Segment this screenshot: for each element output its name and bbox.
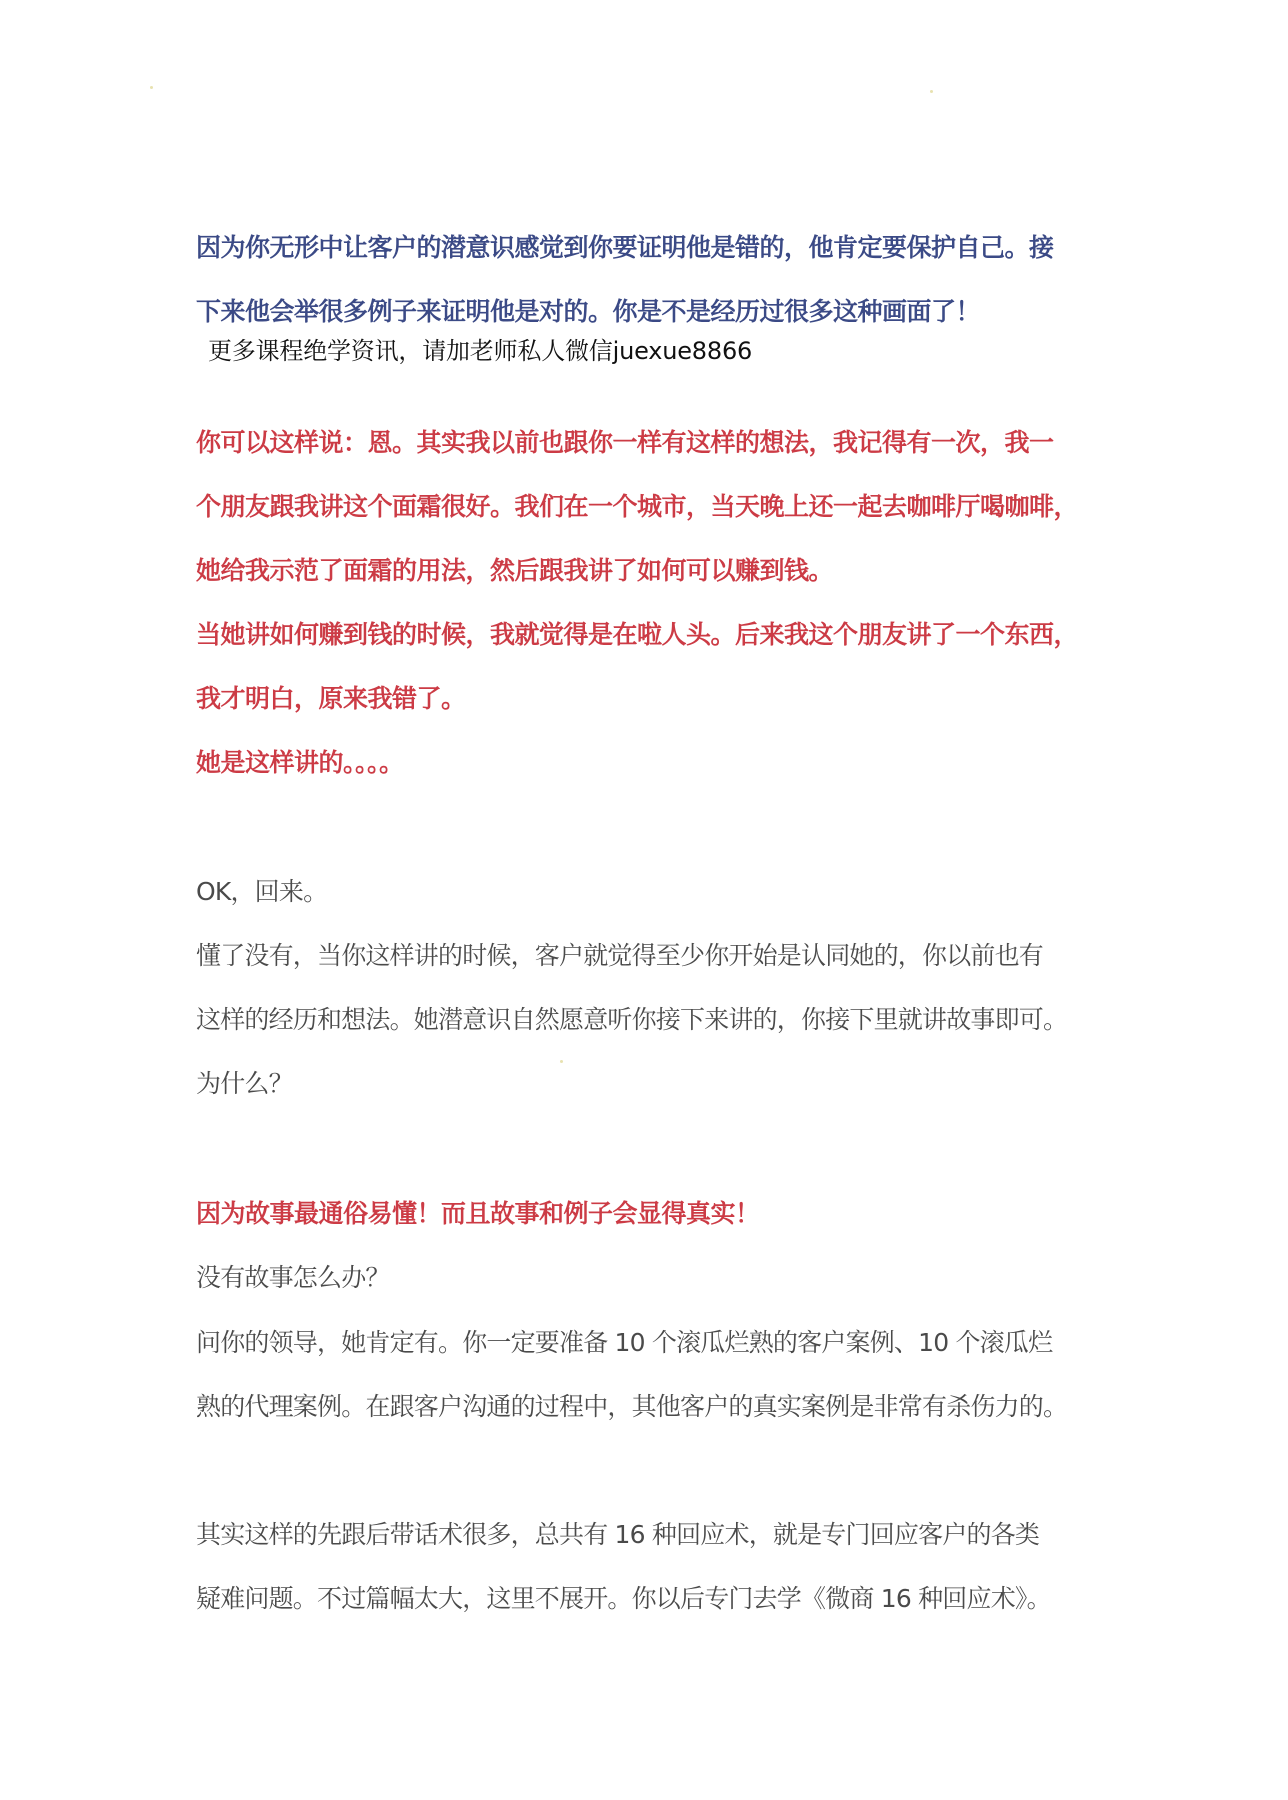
blue-paragraph-line-1: 因为你无形中让客户的潜意识感觉到你要证明他是错的，他肯定要保护自己。接 — [196, 233, 1054, 262]
red-story-line-2: 个朋友跟我讲这个面霜很好。我们在一个城市，当天晚上还一起去咖啡厅喝咖啡， — [196, 492, 1079, 521]
gray-cases-line-2: 问你的领导，她肯定有。你一定要准备 10 个滚瓜烂熟的客户案例、10 个滚瓜烂 — [196, 1328, 1053, 1357]
red-story-line-3: 她给我示范了面霜的用法，然后跟我讲了如何可以赚到钱。 — [196, 556, 834, 585]
red-story-line-5: 我才明白，原来我错了。 — [196, 684, 466, 713]
red-story-line-6: 她是这样讲的。。。。 — [196, 748, 404, 777]
gray-closing-line-1: 其实这样的先跟后带话术很多，总共有 16 种回应术，就是专门回应客户的各类 — [196, 1520, 1040, 1549]
gray-explain-line-3: 这样的经历和想法。她潜意识自然愿意听你接下来讲的，你接下里就讲故事即可。 — [196, 1005, 1068, 1034]
red-reason-line: 因为故事最通俗易懂！而且故事和例子会显得真实！ — [196, 1199, 760, 1228]
gray-cases-line-3: 熟的代理案例。在跟客户沟通的过程中，其他客户的真实案例是非常有杀伤力的。 — [196, 1392, 1068, 1421]
scan-speck — [930, 90, 933, 93]
red-story-line-4: 当她讲如何赚到钱的时候，我就觉得是在啦人头。后来我这个朋友讲了一个东西， — [196, 620, 1079, 649]
promo-note: 更多课程绝学资讯，请加老师私人微信juexue8866 — [208, 337, 753, 365]
gray-explain-line-4: 为什么？ — [196, 1069, 293, 1098]
gray-closing-line-2: 疑难问题。不过篇幅太大，这里不展开。你以后专门去学《微商 16 种回应术》。 — [196, 1584, 1051, 1613]
scan-speck — [150, 86, 153, 89]
blue-paragraph-line-2: 下来他会举很多例子来证明他是对的。你是不是经历过很多这种画面了！ — [196, 297, 981, 326]
gray-explain-line-2: 懂了没有，当你这样讲的时候，客户就觉得至少你开始是认同她的，你以前也有 — [196, 941, 1044, 970]
gray-explain-line-1: OK，回来。 — [196, 877, 328, 906]
red-story-line-1: 你可以这样说：恩。其实我以前也跟你一样有这样的想法，我记得有一次，我一 — [196, 428, 1054, 457]
gray-cases-line-1: 没有故事怎么办？ — [196, 1263, 390, 1292]
scan-speck — [560, 1060, 563, 1063]
